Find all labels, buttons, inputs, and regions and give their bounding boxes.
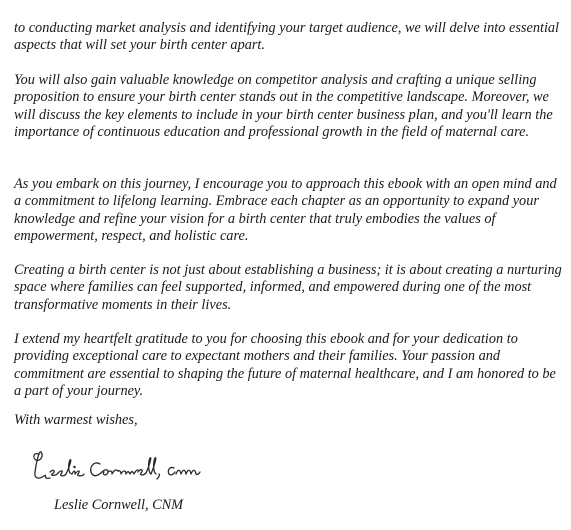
- paragraph-intro-continuation: to conducting market analysis and identifying your target audience, we will delve into essential aspects that will set your birth center apart.: [14, 20, 560, 54]
- paragraph-nurturing-space: Creating a birth center is not just about establishing a business; it is about creating a nurturing space where families can feel supported, informed, and empowered during one of the most transformative moments in their lives.: [14, 262, 562, 313]
- handwritten-signature: [28, 446, 218, 486]
- paragraph-encouragement: As you embark on this journey, I encourage you to approach this ebook with an open mind and a commitment to lifelong learning. Embrace each chapter as an opportunity to expand your knowledge and refine your vision for a birth center that truly embodies the values of empowerment, respect, and holistic care.: [14, 176, 557, 245]
- closing-salutation: With warmest wishes,: [14, 412, 138, 428]
- paragraph-competitor-analysis: You will also gain valuable knowledge on competitor analysis and crafting a unique selling proposition to ensure your birth center stands out in the competitive landscape. Moreover, we will discuss the key elements to include in your birth center business plan, and you'll learn the importance of continuous education and professional growth in the field of maternal care.: [14, 72, 553, 141]
- signer-name: Leslie Cornwell, CNM: [54, 497, 184, 513]
- paragraph-gratitude: I extend my heartfelt gratitude to you for choosing this ebook and for your dedication to providing exceptional care to expectant mothers and their families. Your passion and commitment are essential to shaping the future of maternal healthcare, and I am honored to be a part of your journey.: [14, 331, 556, 400]
